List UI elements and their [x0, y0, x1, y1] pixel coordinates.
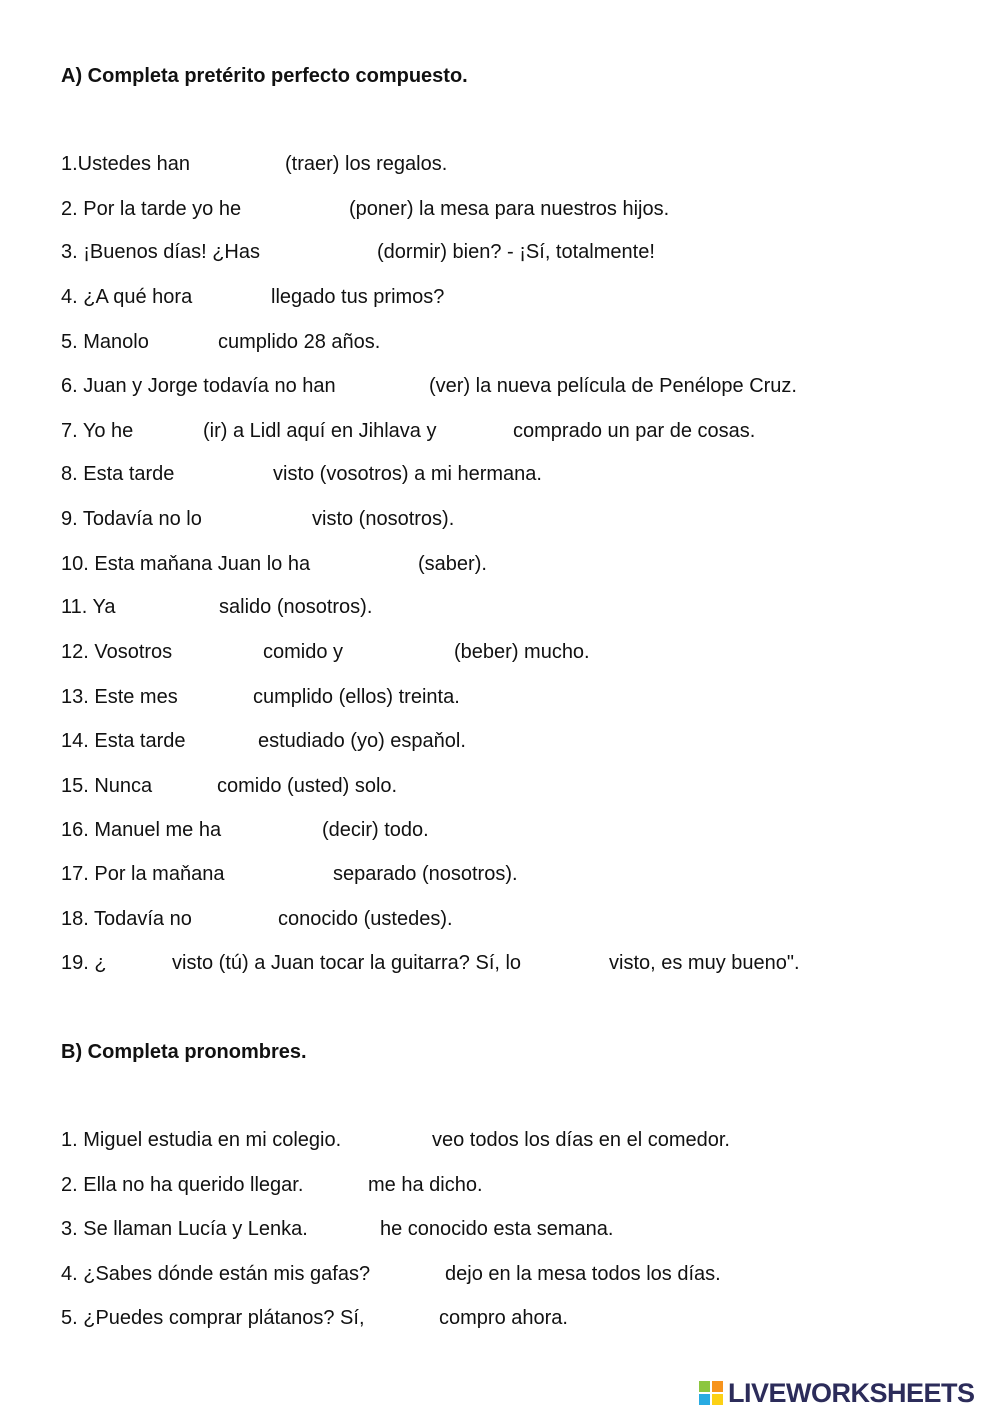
text-segment: 7. Yo he — [61, 420, 134, 442]
text-segment: 11. Ya — [61, 596, 116, 618]
text-segment: separado (nosotros). — [333, 863, 518, 885]
text-segment: 5. ¿Puedes comprar plátanos? Sí, — [61, 1307, 365, 1329]
text-segment: veo todos los días en el comedor. — [432, 1129, 730, 1151]
text-segment: (traer) los regalos. — [285, 153, 448, 175]
text-segment: (decir) todo. — [322, 819, 429, 841]
text-segment: (ir) a Lidl aquí en Jihlava y — [203, 420, 437, 442]
text-segment: 1. Miguel estudia en mi colegio. — [61, 1129, 342, 1151]
text-segment: (poner) la mesa para nuestros hijos. — [349, 198, 670, 220]
liveworksheets-logo-icon — [698, 1380, 724, 1406]
text-segment: 2. Por la tarde yo he — [61, 198, 242, 220]
text-segment: 4. ¿A qué hora — [61, 286, 193, 308]
text-segment: cumplido 28 años. — [218, 331, 381, 353]
text-segment: 2. Ella no ha querido llegar. — [61, 1174, 304, 1196]
text-segment: 16. Manuel me ha — [61, 819, 222, 841]
text-segment: 4. ¿Sabes dónde están mis gafas? — [61, 1263, 371, 1285]
text-segment: 19. ¿ — [61, 952, 107, 974]
text-segment: 15. Nunca — [61, 775, 153, 797]
text-segment: visto, es muy bueno". — [609, 952, 800, 974]
text-segment: me ha dicho. — [368, 1174, 483, 1196]
text-segment: compro ahora. — [439, 1307, 568, 1329]
text-segment: conocido (ustedes). — [278, 908, 453, 930]
text-segment: 6. Juan y Jorge todavía no han — [61, 375, 336, 397]
text-segment: 17. Por la maňana — [61, 863, 225, 885]
text-segment: llegado tus primos? — [271, 286, 445, 308]
text-segment: 13. Este mes — [61, 686, 178, 708]
section-a-heading: A) Completa pretérito perfecto compuesto. — [61, 65, 468, 87]
text-segment: 5. Manolo — [61, 331, 149, 353]
text-segment: 10. Esta maňana Juan lo ha — [61, 553, 311, 575]
text-segment: (ver) la nueva película de Penélope Cruz. — [429, 375, 797, 397]
text-segment: 12. Vosotros — [61, 641, 173, 663]
text-segment: dejo en la mesa todos los días. — [445, 1263, 721, 1285]
section-b-heading: B) Completa pronombres. — [61, 1041, 307, 1063]
text-segment: comido y — [263, 641, 344, 663]
text-segment: 8. Esta tarde — [61, 463, 175, 485]
text-segment: comido (usted) solo. — [217, 775, 398, 797]
liveworksheets-brand[interactable] — [698, 1378, 994, 1408]
text-segment: 14. Esta tarde — [61, 730, 186, 752]
text-segment: (beber) mucho. — [454, 641, 590, 663]
text-segment: 3. Se llaman Lucía y Lenka. — [61, 1218, 308, 1240]
text-segment: 18. Todavía no — [61, 908, 192, 930]
text-segment: he conocido esta semana. — [380, 1218, 614, 1240]
text-segment: salido (nosotros). — [219, 596, 373, 618]
text-segment: (dormir) bien? - ¡Sí, totalmente! — [377, 241, 655, 263]
text-segment: visto (nosotros). — [312, 508, 455, 530]
text-segment: 3. ¡Buenos días! ¿Has — [61, 241, 260, 263]
text-segment: 1.Ustedes han — [61, 153, 190, 175]
brand-name: LIVEWORKSHEETS — [728, 1377, 975, 1408]
text-segment: estudiado (yo) espaňol. — [258, 730, 466, 752]
text-segment: visto (tú) a Juan tocar la guitarra? Sí, lo — [172, 952, 522, 974]
text-segment: (saber). — [418, 553, 487, 575]
text-segment: comprado un par de cosas. — [513, 420, 756, 442]
text-segment: visto (vosotros) a mi hermana. — [273, 463, 542, 485]
text-segment: 9. Todavía no lo — [61, 508, 202, 530]
text-segment: cumplido (ellos) treinta. — [253, 686, 460, 708]
